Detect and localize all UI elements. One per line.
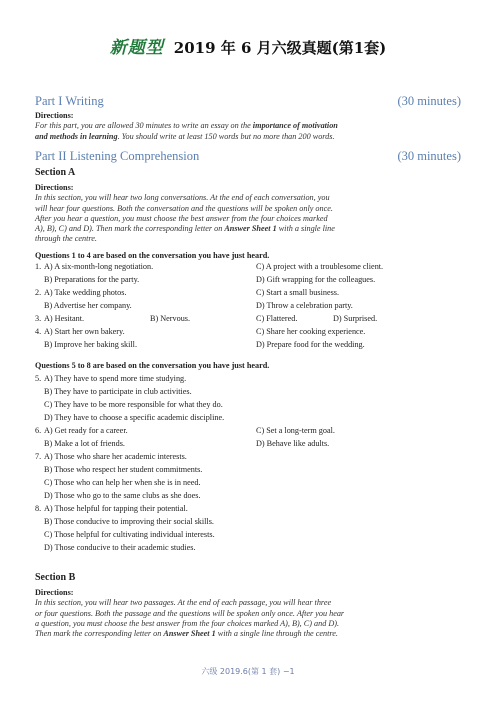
- question-7-option-b: [35, 465, 461, 475]
- option-b: B) Make a lot of friends.: [44, 439, 125, 448]
- option-b: B) Those who respect her student commitments.: [44, 465, 203, 474]
- option-a: A) Hesitant.: [44, 314, 85, 323]
- option-a: A) Take wedding photos.: [44, 288, 127, 297]
- directions-topic-cont: and methods in learning: [35, 131, 118, 141]
- question-5-option-d: [35, 413, 461, 423]
- directions-text: For this part, you are allowed 30 minutes to write an essay on the: [35, 121, 253, 131]
- question-number: 4.: [35, 327, 42, 336]
- option-c: C) Set a long-term goal.: [256, 426, 335, 435]
- directions-line: a question, you must choose the best answer from the four choices marked A), B), C) and D).: [35, 618, 340, 628]
- question-8-option-c: [35, 530, 461, 540]
- option-b: B) Improve her baking skill.: [44, 340, 138, 349]
- question-7-option-d: [35, 491, 461, 501]
- option-c: C) Those helpful for cultivating individual interests.: [44, 530, 215, 539]
- option-b: B) Those conducive to improving their social skills.: [44, 517, 214, 526]
- part-1-directions: [35, 111, 461, 142]
- option-d: D) Prepare food for the wedding.: [256, 340, 365, 349]
- option-c: C) Those who can help her when she is in need.: [44, 478, 201, 487]
- directions-line: A), B), C) and D). Then mark the corresponding letter on: [35, 224, 225, 233]
- option-b: B) Nervous.: [150, 314, 191, 323]
- answer-sheet-ref: Answer Sheet 1: [224, 224, 277, 233]
- option-d: D) Those conducive to their academic studies.: [44, 543, 196, 552]
- directions-line: with a single line through the centre.: [215, 629, 338, 638]
- question-group-heading: Questions 1 to 4 are based on the conversation you have just heard.: [35, 251, 270, 260]
- question-group-heading: Questions 5 to 8 are based on the conversation you have just heard.: [35, 361, 270, 370]
- part-1-label: Part I Writing: [35, 94, 104, 108]
- directions-label: Directions:: [35, 588, 74, 597]
- section-b-directions: [35, 588, 461, 639]
- section-a-directions: [35, 183, 461, 245]
- question-number: 1.: [35, 262, 42, 271]
- answer-sheet-ref: Answer Sheet 1: [163, 629, 216, 638]
- directions-text-cont: . You should write at least 150 words but no more than 200 words.: [117, 131, 335, 141]
- option-c: C) Flattered.: [256, 314, 298, 323]
- option-a: A) They have to spend more time studying.: [44, 374, 187, 383]
- directions-label: Directions:: [35, 111, 74, 120]
- option-d: D) They have to choose a specific academic discipline.: [44, 413, 225, 422]
- question-number: 3.: [35, 314, 42, 323]
- question-7-option-c: [35, 478, 461, 488]
- option-d: D) Those who go to the same clubs as she does.: [44, 491, 201, 500]
- question-4-row-1: [35, 327, 461, 337]
- question-6-row-2: [35, 439, 461, 449]
- option-b: B) Preparations for the party.: [44, 275, 140, 284]
- part-2-heading: [35, 149, 461, 165]
- option-c: C) They have to be more responsible for what they do.: [44, 400, 223, 409]
- option-b: B) Advertise her company.: [44, 301, 132, 310]
- option-a: A) Those who share her academic interests.: [44, 452, 187, 461]
- directions-line: with a single line: [276, 224, 335, 233]
- question-3-row: [35, 314, 461, 324]
- directions-line: will hear four questions. Both the conversation and the questions will be spoken only once.: [35, 203, 333, 213]
- directions-line: In this section, you will hear two long conversations. At the end of each conversation, you: [35, 193, 330, 203]
- page-title: 2019 年 6 月六级真题(第1套): [173, 39, 387, 57]
- option-c: C) Share her cooking experience.: [256, 327, 366, 336]
- question-8-option-d: [35, 543, 461, 553]
- directions-line: Then mark the corresponding letter on: [35, 629, 164, 638]
- option-b: B) They have to participate in club activities.: [44, 387, 192, 396]
- option-a: A) A six-month-long negotiation.: [44, 262, 154, 271]
- option-c: C) A project with a troublesome client.: [256, 262, 384, 271]
- question-number: 2.: [35, 288, 42, 297]
- section-a-title: Section A: [35, 167, 76, 178]
- section-b-title: Section B: [35, 572, 76, 583]
- directions-line: through the centre.: [35, 234, 97, 244]
- question-number: 6.: [35, 426, 42, 435]
- question-5-option-a: [35, 374, 461, 384]
- question-6-row-1: [35, 426, 461, 436]
- option-d: D) Behave like adults.: [256, 439, 330, 448]
- question-8-option-a: [35, 504, 461, 514]
- option-c: C) Start a small business.: [256, 288, 340, 297]
- option-a: A) Those helpful for tapping their potential.: [44, 504, 188, 513]
- question-5-option-b: [35, 387, 461, 397]
- question-8-option-b: [35, 517, 461, 527]
- question-4-row-2: [35, 340, 461, 350]
- question-1-row-1: [35, 262, 461, 272]
- option-a: A) Get ready for a career.: [44, 426, 128, 435]
- directions-line: In this section, you will hear two passages. At the end of each passage, you will hear three: [35, 598, 332, 608]
- question-number: 7.: [35, 452, 42, 461]
- directions-line: After you hear a question, you must choose the best answer from the four choices marked: [35, 213, 328, 223]
- question-number: 8.: [35, 504, 42, 513]
- option-a: A) Start her own bakery.: [44, 327, 125, 336]
- option-d: D) Throw a celebration party.: [256, 301, 353, 310]
- question-1-row-2: [35, 275, 461, 285]
- directions-label: Directions:: [35, 183, 74, 192]
- directions-line: or four questions. Both the passage and the questions will be spoken only once. After you hear: [35, 608, 345, 618]
- question-number: 5.: [35, 374, 42, 383]
- part-2-label: Part II Listening Comprehension: [35, 149, 200, 163]
- new-format-badge: 新题型: [109, 38, 164, 58]
- question-2-row-2: [35, 301, 461, 311]
- part-1-heading: [35, 94, 461, 110]
- page-header: [0, 38, 496, 59]
- page-footer: 六级 2019.6(第 1 套) −1: [201, 667, 295, 676]
- part-2-time: (30 minutes): [397, 149, 461, 163]
- option-d: D) Surprised.: [333, 314, 378, 323]
- question-2-row-1: [35, 288, 461, 298]
- option-d: D) Gift wrapping for the colleagues.: [256, 275, 376, 284]
- part-1-time: (30 minutes): [397, 94, 461, 108]
- directions-topic: importance of motivation: [252, 121, 338, 131]
- question-7-option-a: [35, 452, 461, 462]
- question-5-option-c: [35, 400, 461, 410]
